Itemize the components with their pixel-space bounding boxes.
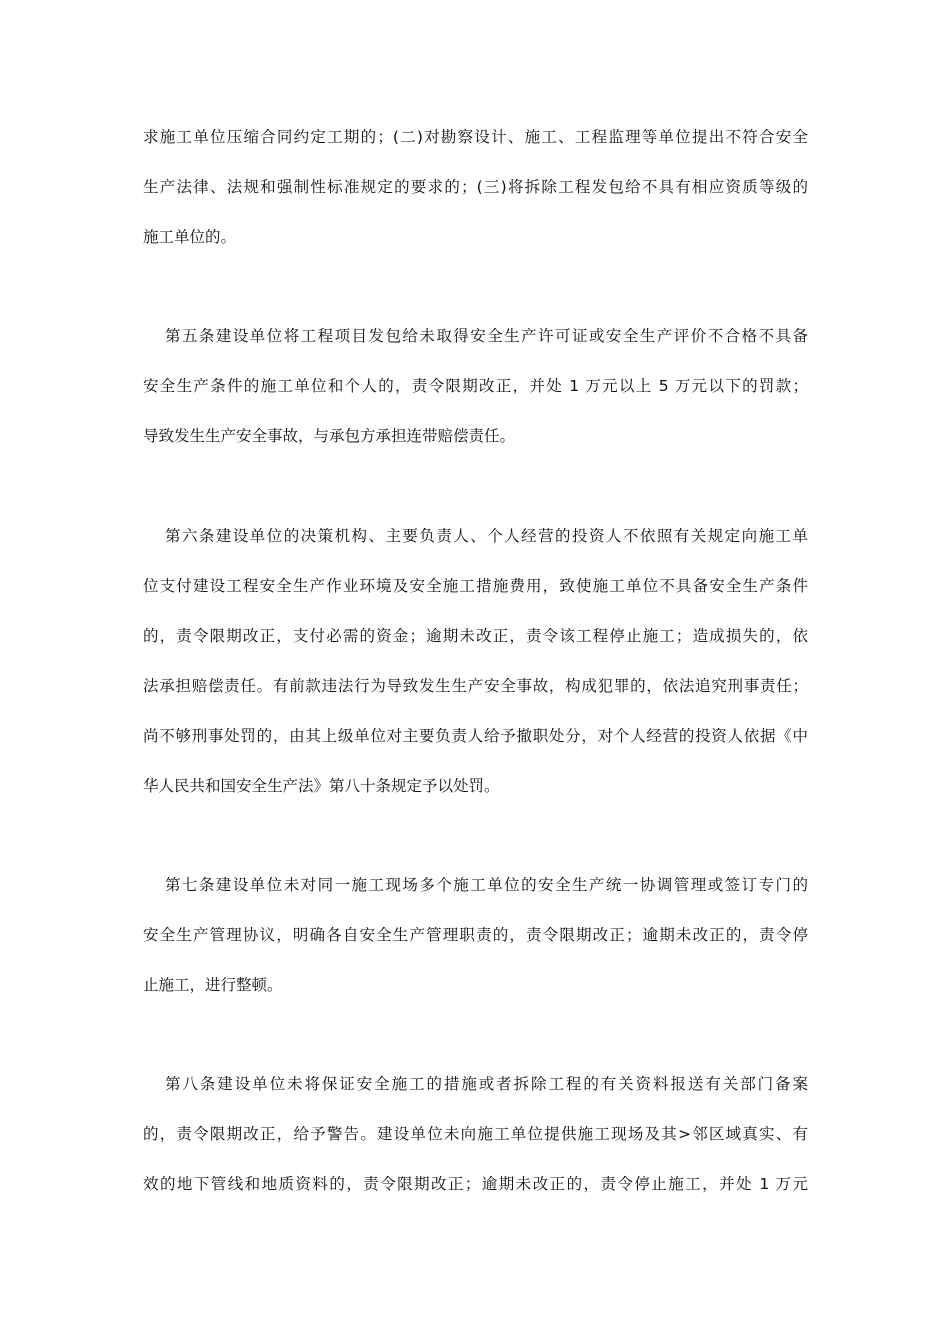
text-line: 第八条建设单位未将保证安全施工的措施或者拆除工程的有关资料报送有关部门备案 (165, 1075, 808, 1093)
text-line: 华人民共和国安全生产法》第八十条规定予以处罚。 (143, 777, 500, 795)
text-line: 安全生产管理协议，明确各自安全生产管理职责的，责令限期改正；逾期未改正的，责令停 (143, 926, 808, 944)
text-line: 导致发生生产安全事故，与承包方承担连带赔偿责任。 (143, 427, 516, 445)
text-line: 的，责令限期改正，支付必需的资金；逾期未改正，责令该工程停止施工；造成损失的，依 (143, 627, 808, 645)
text-line: 的，责令限期改正，给予警告。建设单位未向施工单位提供施工现场及其>邻区域真实、有 (143, 1125, 808, 1143)
text-line: 求施工单位压缩合同约定工期的；(二)对勘察设计、施工、工程监理等单位提出不符合安全 (143, 128, 808, 146)
paragraph-article-6 (143, 511, 808, 811)
text-line: 尚不够刑事处罚的，由其上级单位对主要负责人给予撤职处分，对个人经营的投资人依据《中 (143, 727, 808, 745)
text-line: 位支付建设工程安全生产作业环境及安全施工措施费用，致使施工单位不具备安全生产条件 (143, 577, 808, 595)
text-line: 第六条建设单位的决策机构、主要负责人、个人经营的投资人不依照有关规定向施工单 (165, 527, 808, 545)
paragraph-article-5 (143, 311, 808, 461)
text-line: 第七条建设单位未对同一施工现场多个施工单位的安全生产统一协调管理或签订专门的 (165, 876, 808, 894)
text-line: 效的地下管线和地质资料的，责令限期改正；逾期未改正的，责令停止施工，并处 1 万元 (143, 1175, 808, 1193)
text-line: 第五条建设单位将工程项目发包给未取得安全生产许可证或安全生产评价不合格不具备 (165, 327, 808, 345)
text-line: 生产法律、法规和强制性标准规定的要求的；(三)将拆除工程发包给不具有相应资质等级的 (143, 178, 808, 196)
paragraph-article-8 (143, 1059, 808, 1209)
paragraph-article-7 (143, 860, 808, 1010)
text-line: 安全生产条件的施工单位和个人的，责令限期改正，并处 1 万元以上 5 万元以下的罚款； (143, 377, 808, 395)
paragraph-continuation (143, 112, 808, 262)
text-line: 止施工，进行整顿。 (143, 976, 283, 994)
text-line: 法承担赔偿责任。有前款违法行为导致发生生产安全事故，构成犯罪的，依法追究刑事责任； (143, 677, 808, 695)
text-line: 施工单位的。 (143, 228, 237, 246)
